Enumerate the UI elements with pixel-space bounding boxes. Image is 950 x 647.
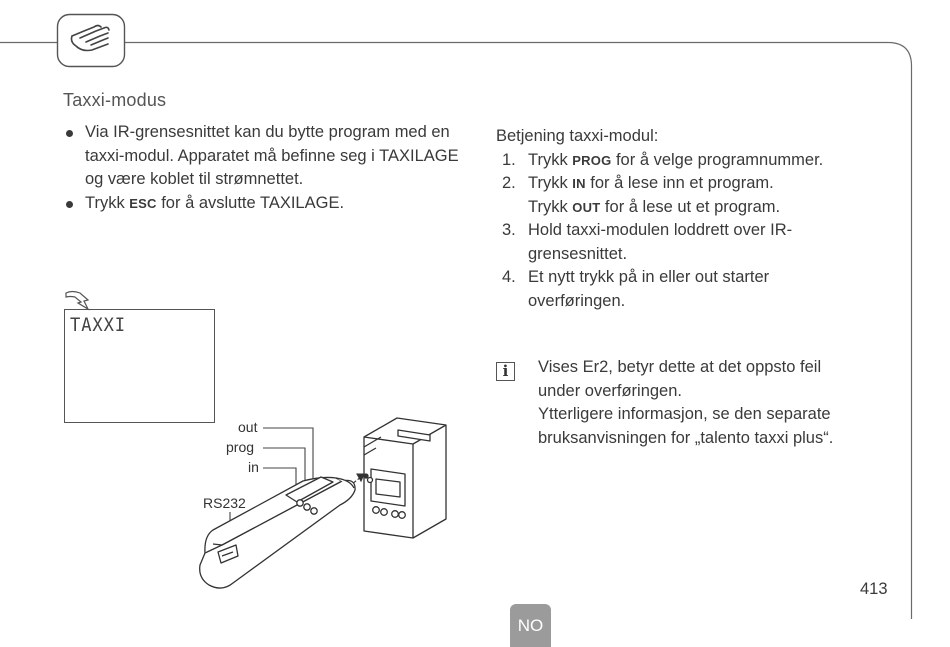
step-number: 3. bbox=[502, 221, 516, 239]
bullet-text: Trykk bbox=[85, 193, 130, 212]
esc-key-label: ESC bbox=[129, 195, 157, 211]
prog-key-label: PROG bbox=[572, 152, 612, 168]
curved-arrow-icon bbox=[66, 292, 88, 310]
bullet-text: Via IR-grensesnittet kan du bytte program med en taxxi-modul. Apparatet må befinne seg i TAXILAGE og være koblet til strømnettet. bbox=[85, 123, 459, 188]
in-key-label: IN bbox=[572, 176, 586, 191]
page-number: 413 bbox=[860, 580, 888, 598]
section-title: Taxxi-modus bbox=[63, 90, 167, 110]
step-text: Hold taxxi-modulen loddrett over IR-grensesnittet. bbox=[528, 221, 793, 263]
din-rail-timer-device bbox=[364, 418, 446, 538]
display-screen bbox=[64, 309, 215, 423]
taxxi-module bbox=[200, 477, 355, 588]
bullet-text: for å avslutte TAXILAGE. bbox=[156, 193, 345, 212]
operation-intro: Betjening taxxi-modul: bbox=[496, 127, 659, 145]
note-line-error: Vises Er2, betyr dette at det oppsto feil under overføringen. bbox=[538, 358, 822, 400]
step-number: 2. bbox=[502, 174, 516, 192]
step-number: 4. bbox=[502, 268, 516, 286]
note-line-reference: Ytterligere informasjon, se den separate bruksanvisningen for „talento taxxi plus“. bbox=[538, 405, 834, 447]
display-readout: TAXXI bbox=[70, 314, 126, 336]
language-code: NO bbox=[517, 615, 544, 635]
label-rs232: RS232 bbox=[203, 495, 246, 511]
language-tab bbox=[510, 604, 551, 647]
info-icon: i bbox=[496, 362, 515, 381]
step-text: for å lese ut et program. bbox=[600, 197, 781, 216]
label-out: out bbox=[238, 419, 258, 435]
step-text: Et nytt trykk på in eller out starter overføringen. bbox=[528, 268, 770, 310]
step-number: 1. bbox=[502, 150, 516, 169]
step-text: for å lese inn et program. bbox=[585, 174, 774, 192]
step-text: for å velge programnummer. bbox=[611, 150, 824, 169]
step-text: Trykk bbox=[528, 150, 573, 169]
out-key-label: OUT bbox=[572, 199, 601, 215]
label-prog: prog bbox=[226, 439, 255, 455]
step-text: Trykk bbox=[528, 197, 573, 216]
label-in: in bbox=[248, 459, 259, 475]
step-text: Trykk bbox=[528, 174, 573, 192]
